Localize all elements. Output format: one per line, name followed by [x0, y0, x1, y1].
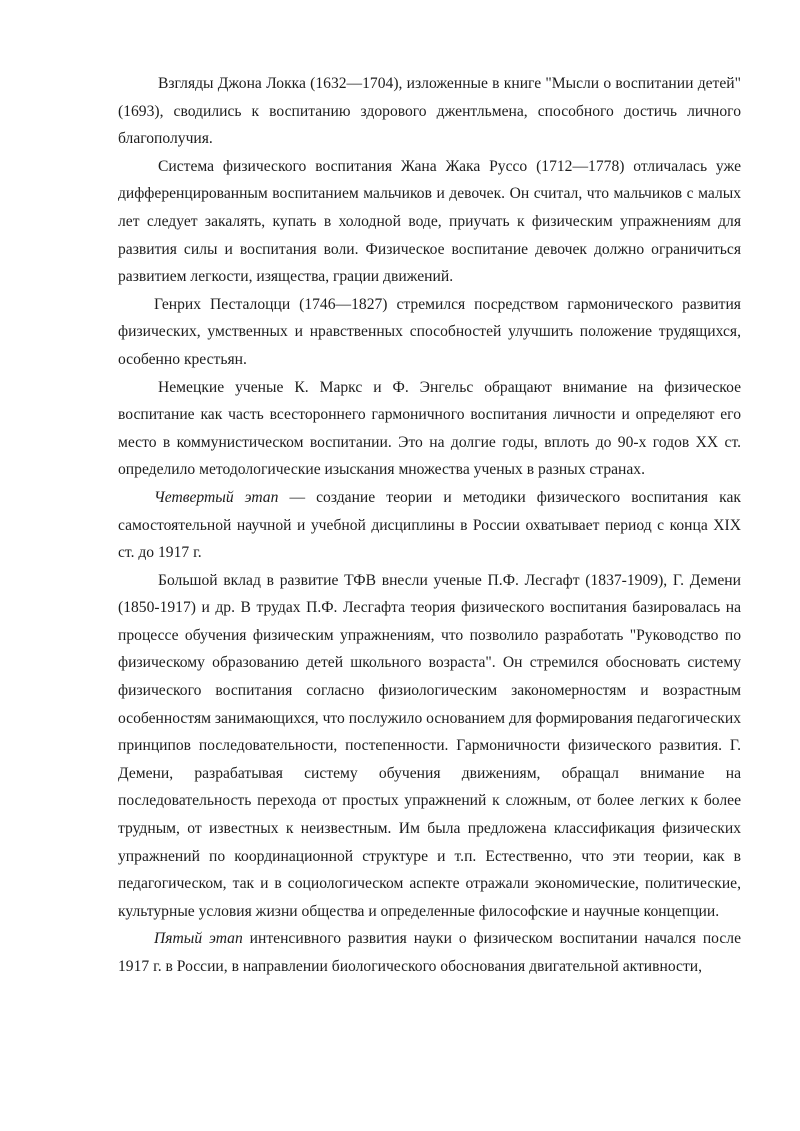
paragraph-text: Система физического воспитания Жана Жака Руссо (1712—1778) отличалась уже дифференцированным воспитанием мальчиков и девочек. Он считал, что мальчиков с малых лет следует закалять, купать в холодной воде, приучать к физическим упражнениям для развития силы и воспитания воли. Физическое воспитание девочек должно ограничиться развитием легкости, изящества, грации движений. — [118, 157, 741, 286]
paragraph-text: интенсивного развития науки о физическом воспитании начался после 1917 г. в России, в направлении биологического обоснования двигательной активности, — [118, 930, 741, 975]
document-page — [118, 70, 741, 981]
paragraph-pestalozzi — [118, 291, 741, 374]
paragraph-fourth-stage — [118, 484, 741, 567]
paragraph-marx-engels — [118, 374, 741, 484]
paragraph-fifth-stage — [118, 925, 741, 980]
paragraph-rousseau — [118, 153, 741, 291]
paragraph-text: Немецкие ученые К. Маркс и Ф. Энгельс обращают внимание на физическое воспитание как часть всестороннего гармоничного воспитания личности и определяют его место в коммунистическом воспитании. Это на долгие годы, вплоть до 90-х годов XX ст. определило методологические изыскания множества ученых в разных странах. — [118, 378, 741, 479]
stage-term-fourth: Четвертый этап — [154, 488, 279, 506]
paragraph-text: Взгляды Джона Локка (1632—1704), изложенные в книге "Мысли о воспитании детей" (1693), сводились к воспитанию здорового джентльмена, способного достичь личного благополучия. — [118, 75, 741, 148]
paragraph-text: Генрих Песталоцци (1746—1827) стремился посредством гармонического развития физических, умственных и нравственных способностей улучшить положение трудящихся, особенно крестьян. — [118, 295, 741, 368]
paragraph-locke — [118, 70, 741, 153]
paragraph-text: — создание теории и методики физического воспитания как самостоятельной научной и учебной дисциплины в России охватывает период с конца XIX ст. до 1917 г. — [118, 488, 741, 562]
stage-term-fifth: Пятый этап — [154, 930, 243, 948]
paragraph-text: Большой вклад в развитие ТФВ внесли ученые П.Ф. Лесгафт (1837-1909), Г. Демени (1850-1917) и др. В трудах П.Ф. Лесгафта теория физического воспитания базировалась на процессе обучения физическим упражнениям, что позволило разработать "Руководство по физическому образованию детей школьного возраста". Он стремился обосновать систему физического воспитания согласно физиологическим закономерностям и возрастным особенностям занимающихся, что послужило основанием для формирования педагогических принципов последовательности, постепенности. Гармоничности физического развития. Г. Демени, разрабатывая систему обучения движениям, обращал внимание на последовательность перехода от простых упражнений к сложным, от более легких к более трудным, от известных к неизвестным. Им была предложена классификация физических упражнений по координационной структуре и т.п. Естественно, что эти теории, как в педагогическом, так и в социологическом аспекте отражали экономические, политические, культурные условия жизни общества и определенные философские и научные концепции. — [118, 571, 742, 920]
paragraph-lesgaft-demeny — [118, 567, 741, 926]
